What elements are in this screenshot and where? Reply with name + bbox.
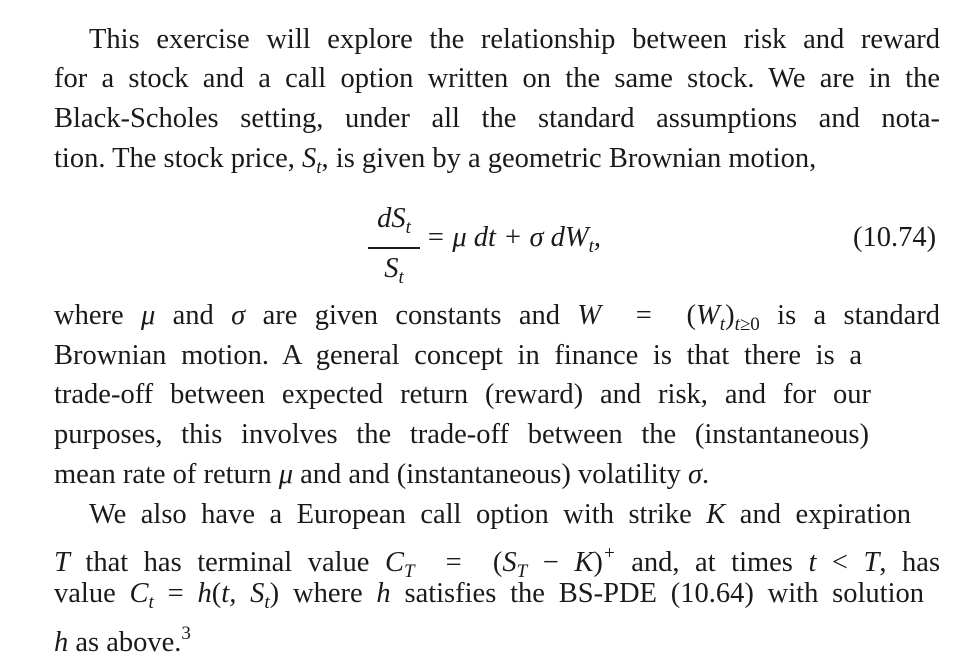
paragraph-2-line-3: trade-off between expected return (reward) and risk, and for our bbox=[54, 379, 871, 410]
paragraph-2-line-5: mean rate of return μ and and (instantaneous) volatility σ. bbox=[54, 459, 710, 490]
fraction-numerator: $dS_t$ bbox=[377, 203, 411, 238]
paragraph-2-line-1: where μ and σ are given constants and $W = (W_t)_{t\ge 0}$ is a standard bbox=[54, 300, 941, 335]
equation-number: (10.74) bbox=[853, 222, 937, 253]
paragraph-1-line-2: for a stock and a call option written on the same stock. We are in the bbox=[54, 63, 940, 94]
equation-10-74 bbox=[0, 200, 976, 288]
paragraph-2-line-4: purposes, this involves the trade-off between the (instantaneous) bbox=[54, 419, 869, 450]
fraction-denominator: $S_t$ bbox=[384, 252, 404, 288]
math-S-t: $S_t$ bbox=[302, 143, 322, 178]
equation-rhs: = μ dt + σ $dW_t$, bbox=[426, 222, 602, 257]
fraction-bar bbox=[368, 247, 420, 249]
paragraph-1-line-1: This exercise will explore the relationship between risk and reward bbox=[89, 24, 940, 55]
paragraph-1-line-3: Black-Scholes setting, under all the standard assumptions and nota- bbox=[54, 103, 940, 134]
equation-fraction bbox=[368, 202, 420, 296]
paragraph-3-line-3: value $C_t = h(t$, $S_t$) where h satisfies the BS-PDE (10.64) with solution bbox=[54, 578, 924, 613]
paragraph-3-line-4: h as above.$^3$ bbox=[54, 623, 191, 658]
paragraph-2-line-2: Brownian motion. A general concept in finance is that there is a bbox=[54, 340, 862, 371]
footnote-marker[interactable]: 3 bbox=[181, 623, 191, 644]
paragraph-3-line-2: T that has terminal value $C_T = (S_T - K)^+$ and, at times t < T, has bbox=[54, 543, 941, 582]
paragraph-3-line-1: We also have a European call option with strike K and expiration bbox=[89, 499, 911, 530]
paragraph-1-line-4: tion. The stock price, $S_t$, is given by a geometric Brownian motion, bbox=[54, 143, 817, 178]
